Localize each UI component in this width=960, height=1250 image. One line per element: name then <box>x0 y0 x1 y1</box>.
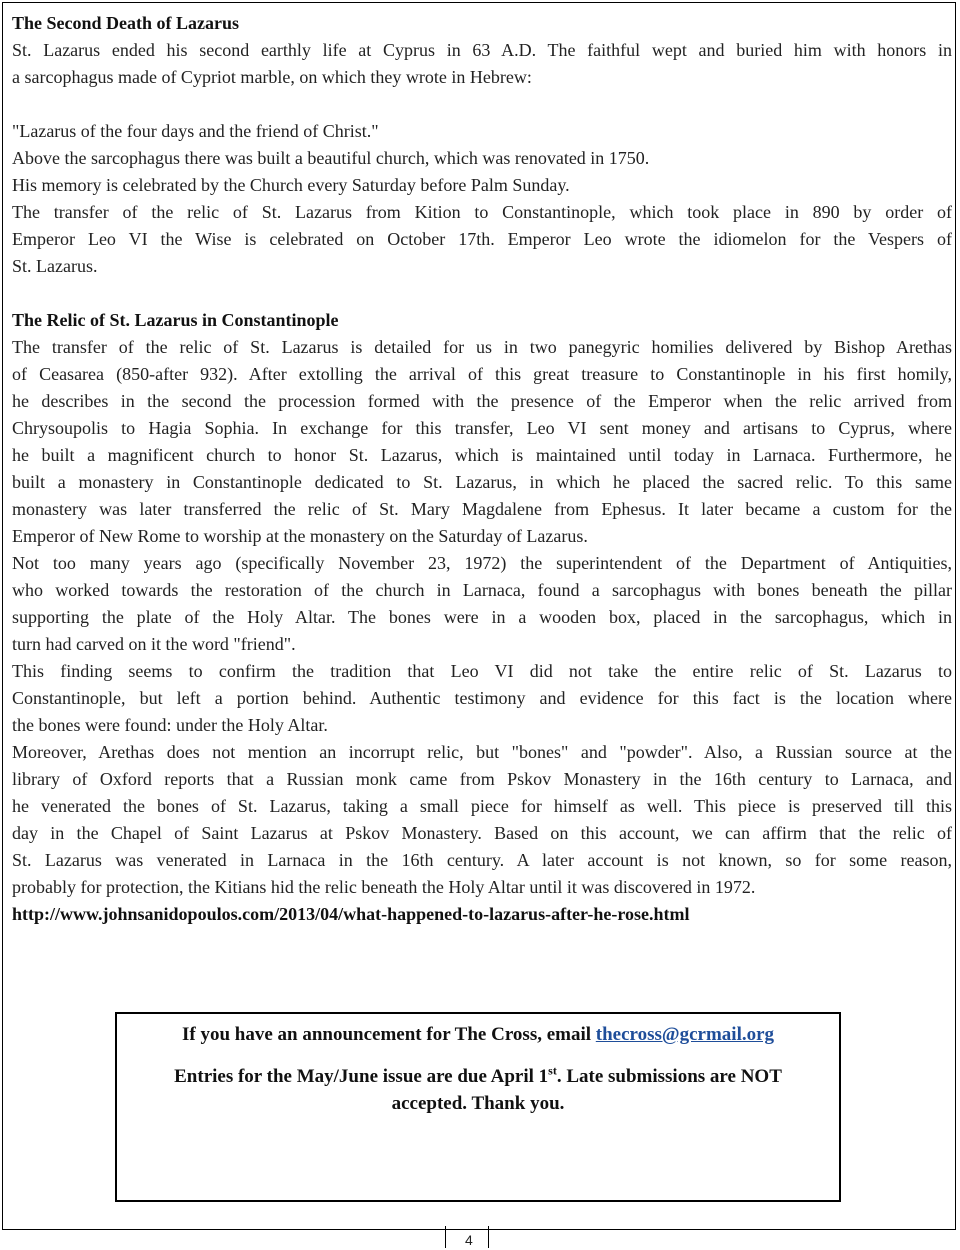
announcement-text: If you have an announcement for The Cross, email <box>181 1024 596 1045</box>
paragraph-line: St. Lazarus. <box>12 256 98 276</box>
paragraph-line: he describes in the second the procession formed with the presence of the Emperor when the relic arrived from <box>12 391 952 411</box>
email-link[interactable]: thecross@gcrmail.org <box>595 1024 775 1045</box>
paragraph-line: Emperor Leo VI the Wise is celebrated on October 17th. Emperor Leo wrote the idiomelon for the Vespers of <box>12 229 952 249</box>
deadline-text-end: . Late submissions are NOT accepted. Thank you. <box>391 1066 782 1114</box>
announcement-box <box>115 1012 841 1202</box>
paragraph-line: "Lazarus of the four days and the friend of Christ." <box>12 121 379 141</box>
paragraph-line: His memory is celebrated by the Church every Saturday before Palm Sunday. <box>12 175 570 195</box>
paragraph-line: The transfer of the relic of St. Lazarus is detailed for us in two panegyric homilies delivered by Bishop Arethas <box>12 337 952 357</box>
paragraph-line: he built a magnificent church to honor St. Lazarus, which is maintained until today in Larnaca. Furthermore, he <box>12 445 952 465</box>
paragraph-line: Moreover, Arethas does not mention an incorrupt relic, but "bones" and "powder". Also, a Russian source at the <box>12 742 952 762</box>
footer-divider-left <box>445 1226 446 1248</box>
paragraph-line: turn had carved on it the word "friend". <box>12 634 296 654</box>
paragraph-line: supporting the plate of the Holy Altar. The bones were in a wooden box, placed in the sarcophagus, which in <box>12 607 952 627</box>
spacer <box>12 280 952 307</box>
article-body <box>12 10 952 928</box>
paragraph-line: This finding seems to confirm the tradition that Leo VI did not take the entire relic of St. Lazarus to <box>12 661 952 681</box>
paragraph-line: St. Lazarus ended his second earthly life at Cyprus in 63 A.D. The faithful wept and buried him with honors in <box>12 40 952 60</box>
footer-divider-right <box>488 1226 489 1248</box>
paragraph-line: Not too many years ago (specifically November 23, 1972) the superintendent of the Department of Antiquities, <box>12 553 952 573</box>
paragraph-line: probably for protection, the Kitians hid the relic beneath the Holy Altar until it was discovered in 1972. <box>12 877 756 897</box>
section-title-second-death: The Second Death of Lazarus <box>12 13 240 33</box>
paragraph-line: Constantinople, but left a portion behind. Authentic testimony and evidence for this fact is the location where <box>12 688 952 708</box>
paragraph-line: Chrysoupolis to Hagia Sophia. In exchange for this transfer, Leo VI sent money and artisans to Cyprus, where <box>12 418 952 438</box>
source-link[interactable]: http://www.johnsanidopoulos.com/2013/04/what-happened-to-lazarus-after-he-rose.html <box>12 904 690 924</box>
spacer <box>12 91 952 118</box>
announcement-line-1 <box>117 1022 839 1048</box>
paragraph-line: the bones were found: under the Holy Altar. <box>12 715 328 735</box>
paragraph-line: built a monastery in Constantinople dedicated to St. Lazarus, in which he placed the sacred relic. To this same <box>12 472 952 492</box>
paragraph-line: who worked towards the restoration of the church in Larnaca, found a sarcophagus with bones beneath the pillar <box>12 580 952 600</box>
page-number: 4 <box>465 1232 473 1248</box>
paragraph-line: St. Lazarus was venerated in Larnaca in the 16th century. A later account is not known, so for some reason, <box>12 850 952 870</box>
announcement-line-2 <box>137 1063 819 1117</box>
paragraph-line: Above the sarcophagus there was built a beautiful church, which was renovated in 1750. <box>12 148 650 168</box>
paragraph-line: Emperor of New Rome to worship at the monastery on the Saturday of Lazarus. <box>12 526 588 546</box>
deadline-text: Entries for the May/June issue are due April 1 <box>174 1066 549 1087</box>
section-title-relic: The Relic of St. Lazarus in Constantinople <box>12 310 339 330</box>
paragraph-line: library of Oxford reports that a Russian monk came from Pskov Monastery in the 16th century to Larnaca, and <box>12 769 952 789</box>
paragraph-line: he venerated the bones of St. Lazarus, taking a small piece for himself as well. This piece is preserved till this <box>12 796 952 816</box>
paragraph-line: day in the Chapel of Saint Lazarus at Pskov Monastery. Based on this account, we can affirm that the relic of <box>12 823 952 843</box>
ordinal-suffix: st <box>548 1063 557 1078</box>
paragraph-line: The transfer of the relic of St. Lazarus from Kition to Constantinople, which took place in 890 by order of <box>12 202 952 222</box>
paragraph-line: a sarcophagus made of Cypriot marble, on which they wrote in Hebrew: <box>12 67 532 87</box>
paragraph-line: of Ceasarea (850-after 932). After extolling the arrival of this great treasure to Constantinople in his first homily, <box>12 364 952 384</box>
paragraph-line: monastery was later transferred the relic of St. Mary Magdalene from Ephesus. It later became a custom for the <box>12 499 952 519</box>
